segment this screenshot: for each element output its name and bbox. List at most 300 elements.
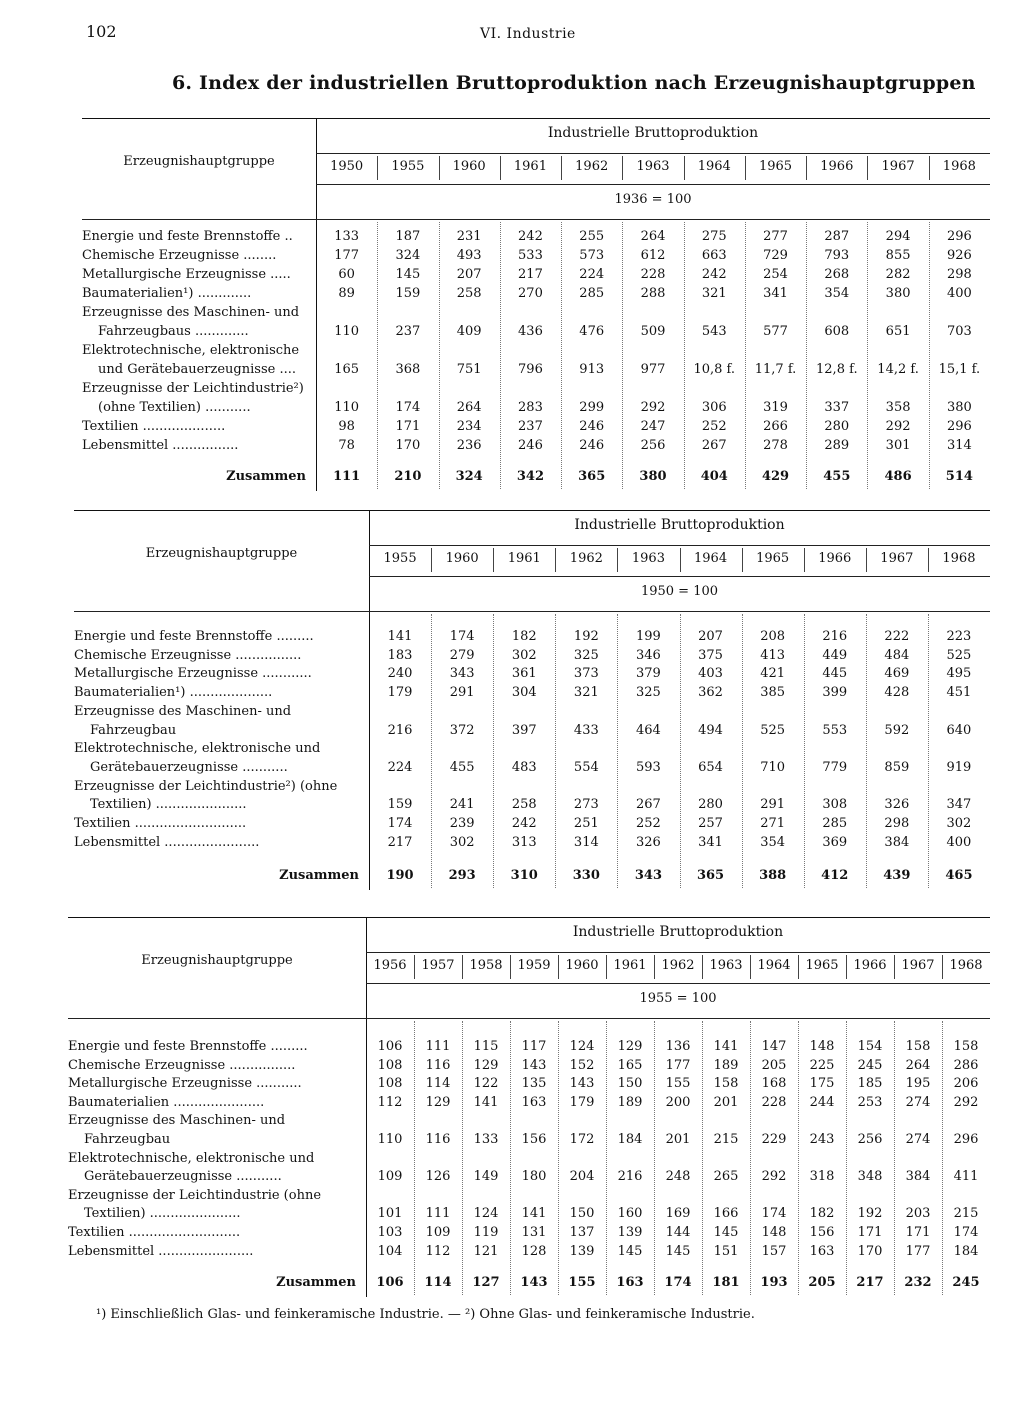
table-cell: 318: [809, 1169, 835, 1185]
column-separator: [866, 614, 867, 888]
year-header: 1960: [452, 159, 486, 174]
table-cell: 354: [760, 834, 786, 850]
table-cell: 469: [884, 666, 910, 682]
table-cell: 205: [761, 1057, 787, 1073]
table-cell: 304: [511, 685, 537, 701]
table-cell: 174: [953, 1225, 979, 1240]
year-separator: [750, 955, 751, 979]
row-label: Baumaterialien¹) .............: [82, 286, 252, 301]
column-separator: [617, 614, 618, 888]
table-cell: 215: [713, 1132, 739, 1147]
table-cell: 385: [760, 685, 786, 701]
table-cell: 171: [905, 1225, 931, 1240]
table-cell: 111: [425, 1206, 451, 1222]
row-label: Baumaterialien¹) ....................: [74, 685, 273, 701]
table-cell: 977: [640, 362, 666, 377]
table-cell: 231: [456, 229, 482, 244]
table-cell: 292: [885, 419, 911, 434]
table-cell: 285: [579, 286, 605, 301]
row-label: Elektrotechnische, elektronische: [82, 343, 300, 358]
column-separator: [680, 614, 681, 888]
column-separator: [929, 222, 930, 489]
table-cell: 237: [395, 324, 421, 339]
year-header: 1967: [901, 958, 935, 973]
row-label: (ohne Textilien) ...........: [98, 400, 251, 415]
year-separator: [684, 156, 685, 180]
total-cell: 465: [945, 868, 973, 883]
table-cell: 264: [456, 400, 482, 415]
year-header: 1967: [881, 159, 915, 174]
table-cell: 133: [473, 1132, 499, 1147]
header-bottom-rule: [74, 611, 990, 612]
table-cell: 455: [449, 759, 475, 775]
table-cell: 577: [763, 324, 788, 339]
table-cell: 240: [387, 666, 413, 682]
page-title: 6. Index der industriellen Bruttoproduktion nach Erzeugnishauptgruppen: [172, 72, 976, 94]
table-cell: 109: [425, 1225, 451, 1240]
table-cell: 154: [857, 1039, 883, 1054]
table-cell: 180: [521, 1169, 547, 1185]
column-separator: [702, 1021, 703, 1295]
table-cell: 239: [449, 816, 475, 831]
row-label: Gerätebauerzeugnisse ...........: [84, 1169, 282, 1185]
total-label: Zusammen: [226, 469, 306, 484]
table-cell: 296: [946, 229, 972, 244]
table-cell: 289: [824, 438, 850, 453]
year-separator: [377, 156, 378, 180]
table-cell: 256: [640, 438, 666, 453]
table-cell: 302: [946, 816, 972, 831]
table-cell: 268: [824, 267, 850, 282]
column-separator: [414, 1021, 415, 1295]
group-rule: [369, 545, 990, 546]
row-label: Metallurgische Erzeugnisse .....: [82, 267, 291, 282]
table-cell: 169: [665, 1206, 691, 1222]
row-label: Erzeugnisse der Leichtindustrie (ohne: [68, 1187, 322, 1203]
table-cell: 277: [763, 229, 788, 244]
year-header: 1962: [661, 958, 695, 973]
year-header: 1963: [636, 159, 670, 174]
table-cell: 592: [884, 722, 910, 738]
base-year-label: 1950 = 100: [640, 584, 719, 599]
total-cell: 174: [664, 1275, 692, 1290]
table-cell: 131: [521, 1225, 547, 1240]
table-cell: 428: [884, 685, 910, 701]
column-separator: [750, 1021, 751, 1295]
table-cell: 779: [822, 759, 848, 775]
total-cell: 193: [760, 1275, 788, 1290]
table-cell: 222: [884, 629, 910, 644]
table-cell: 60: [338, 267, 355, 282]
table-cell: 182: [809, 1206, 835, 1222]
table-cell: 264: [905, 1057, 931, 1073]
total-cell: 429: [761, 469, 790, 484]
table-cell: 265: [713, 1169, 739, 1185]
year-header: 1965: [805, 958, 839, 973]
table-cell: 543: [701, 324, 727, 339]
table-cell: 640: [946, 722, 972, 738]
table-cell: 116: [425, 1132, 451, 1147]
year-separator: [622, 156, 623, 180]
year-separator: [555, 548, 556, 572]
table-cell: 217: [387, 834, 413, 850]
table-cell: 124: [569, 1039, 595, 1054]
table-cell: 287: [824, 229, 850, 244]
table-cell: 160: [617, 1206, 643, 1222]
row-label: Chemische Erzeugnisse ................: [74, 647, 302, 663]
table-cell: 271: [760, 816, 786, 831]
year-separator: [414, 955, 415, 979]
table-cell: 354: [824, 286, 850, 301]
table-cell: 326: [636, 834, 661, 850]
column-separator: [622, 222, 623, 489]
table-cell: 796: [518, 362, 543, 377]
table-cell: 321: [701, 286, 727, 301]
table-cell: 372: [449, 722, 475, 738]
year-separator: [804, 548, 805, 572]
table-cell: 302: [511, 647, 537, 663]
table-cell: 509: [640, 324, 666, 339]
table-cell: 207: [698, 629, 723, 644]
table-cell: 117: [521, 1039, 547, 1054]
column-separator: [462, 1021, 463, 1295]
table-cell: 267: [701, 438, 727, 453]
table-cell: 273: [573, 797, 599, 813]
year-separator: [745, 156, 746, 180]
table-cell: 294: [885, 229, 911, 244]
table-cell: 168: [761, 1076, 787, 1092]
table-cell: 165: [334, 362, 360, 377]
table-cell: 308: [822, 797, 848, 813]
table-cell: 215: [953, 1206, 979, 1222]
row-label: Erzeugnisse des Maschinen- und: [74, 703, 292, 719]
row-label: Textilien ...........................: [68, 1225, 241, 1240]
table-cell: 170: [857, 1243, 883, 1259]
table-cell: 314: [573, 834, 599, 850]
table-cell: 150: [617, 1076, 643, 1092]
table-cell: 15,1 f.: [938, 362, 981, 377]
column-separator: [431, 614, 432, 888]
table-cell: 593: [636, 759, 661, 775]
year-separator: [929, 156, 930, 180]
row-label: Lebensmittel ................: [82, 438, 239, 453]
table-cell: 183: [387, 647, 413, 663]
year-separator: [702, 955, 703, 979]
year-rule: [366, 983, 990, 984]
table-cell: 325: [573, 647, 599, 663]
table-cell: 280: [824, 419, 850, 434]
table-top-rule: [74, 510, 990, 511]
table-cell: 129: [617, 1039, 643, 1054]
footnote: ¹) Einschließlich Glas- und feinkeramische Industrie. — ²) Ohne Glas- und feinkeramische Industrie.: [96, 1307, 755, 1322]
table-cell: 256: [857, 1132, 883, 1147]
table-cell: 400: [946, 834, 972, 850]
table-cell: 155: [665, 1076, 691, 1092]
table-cell: 729: [763, 248, 788, 263]
table-cell: 275: [701, 229, 727, 244]
year-header: 1961: [513, 159, 547, 174]
table-cell: 433: [573, 722, 599, 738]
year-header: 1962: [569, 551, 603, 566]
table-cell: 145: [665, 1243, 691, 1259]
table-cell: 573: [579, 248, 605, 263]
table-cell: 139: [617, 1225, 643, 1240]
year-separator: [680, 548, 681, 572]
table-cell: 409: [456, 324, 482, 339]
year-header: 1968: [949, 958, 983, 973]
table-cell: 133: [334, 229, 360, 244]
table-cell: 11,7 f.: [754, 362, 797, 377]
table-cell: 464: [636, 722, 661, 738]
table-cell: 266: [763, 419, 788, 434]
table-cell: 121: [473, 1243, 499, 1259]
row-label: Elektrotechnische, elektronische und: [74, 741, 321, 757]
year-header: 1957: [421, 958, 455, 973]
table-cell: 855: [885, 248, 911, 263]
table-cell: 553: [822, 722, 848, 738]
table-cell: 247: [640, 419, 666, 434]
column-separator: [798, 1021, 799, 1295]
table-cell: 114: [425, 1076, 451, 1092]
running-head: VI. Industrie: [480, 26, 576, 42]
table-cell: 101: [377, 1206, 403, 1222]
table-cell: 128: [521, 1243, 547, 1259]
table-cell: 171: [395, 419, 421, 434]
total-cell: 365: [578, 469, 606, 484]
table-cell: 108: [377, 1076, 403, 1092]
total-cell: 388: [759, 868, 787, 883]
year-separator: [500, 156, 501, 180]
table-cell: 143: [569, 1076, 595, 1092]
total-cell: 342: [516, 469, 545, 484]
table-cell: 201: [713, 1094, 739, 1110]
table-cell: 245: [857, 1057, 883, 1073]
total-cell: 163: [616, 1275, 644, 1290]
table-cell: 326: [884, 797, 910, 813]
total-cell: 486: [884, 469, 912, 484]
row-label: Erzeugnisse der Leichtindustrie²) (ohne: [74, 778, 338, 794]
table-cell: 283: [518, 400, 543, 415]
table-cell: 793: [824, 248, 850, 263]
table-cell: 217: [518, 267, 543, 282]
table-cell: 179: [569, 1094, 595, 1110]
column-separator: [942, 1021, 943, 1295]
table-cell: 163: [809, 1243, 835, 1259]
table-cell: 228: [761, 1094, 787, 1110]
table-cell: 278: [763, 438, 788, 453]
table-cell: 135: [521, 1076, 547, 1092]
total-cell: 217: [856, 1275, 884, 1290]
year-separator: [617, 548, 618, 572]
table-cell: 343: [449, 666, 475, 682]
table-cell: 612: [640, 248, 666, 263]
table-cell: 122: [473, 1076, 499, 1092]
table-cell: 299: [579, 400, 605, 415]
year-header: 1960: [565, 958, 599, 973]
total-cell: 232: [904, 1275, 932, 1290]
table-cell: 347: [946, 797, 972, 813]
table-cell: 380: [885, 286, 911, 301]
table-cell: 298: [946, 267, 972, 282]
table-cell: 252: [636, 816, 661, 831]
total-cell: 455: [823, 469, 851, 484]
table-cell: 292: [953, 1094, 979, 1110]
table-cell: 380: [946, 400, 972, 415]
row-label: Metallurgische Erzeugnisse ............: [74, 666, 312, 682]
table-cell: 216: [387, 722, 413, 738]
base-year-label: 1936 = 100: [614, 192, 692, 207]
year-header: 1962: [575, 159, 609, 174]
table-cell: 710: [760, 759, 786, 775]
row-label: Erzeugnisse des Maschinen- und: [82, 305, 300, 320]
row-header: Erzeugnishauptgruppe: [145, 546, 298, 561]
table-cell: 251: [573, 816, 599, 831]
year-separator: [942, 955, 943, 979]
column-separator: [806, 222, 807, 489]
header-bottom-rule: [68, 1018, 990, 1019]
table-cell: 248: [665, 1169, 691, 1185]
column-separator: [510, 1021, 511, 1295]
table-cell: 494: [698, 722, 723, 738]
table-cell: 252: [701, 419, 727, 434]
year-separator: [510, 955, 511, 979]
table-cell: 110: [377, 1132, 403, 1147]
table-cell: 199: [636, 629, 661, 644]
table-cell: 375: [698, 647, 723, 663]
table-cell: 321: [573, 685, 599, 701]
row-label: Erzeugnisse des Maschinen- und: [68, 1113, 286, 1129]
table-cell: 302: [449, 834, 475, 850]
column-separator: [493, 614, 494, 888]
table-cell: 143: [521, 1057, 547, 1073]
total-cell: 210: [394, 469, 422, 484]
total-cell: 380: [639, 469, 667, 484]
table-cell: 913: [579, 362, 605, 377]
table-cell: 270: [518, 286, 543, 301]
table-cell: 337: [824, 400, 850, 415]
year-separator: [431, 548, 432, 572]
table-cell: 236: [456, 438, 482, 453]
table-cell: 267: [636, 797, 661, 813]
table-cell: 246: [579, 438, 605, 453]
table-cell: 348: [857, 1169, 883, 1185]
year-header: 1958: [469, 958, 503, 973]
table-cell: 274: [905, 1132, 931, 1147]
table-cell: 137: [569, 1225, 595, 1240]
table-cell: 145: [713, 1225, 739, 1240]
column-separator: [654, 1021, 655, 1295]
table-cell: 109: [377, 1169, 403, 1185]
year-header: 1966: [853, 958, 887, 973]
group-rule: [366, 952, 990, 953]
total-cell: 127: [472, 1275, 500, 1290]
table-cell: 147: [761, 1039, 787, 1054]
group-header: Industrielle Bruttoproduktion: [547, 125, 759, 141]
table-cell: 224: [387, 759, 413, 775]
row-label: Textilien) ......................: [84, 1206, 241, 1222]
table-cell: 292: [640, 400, 666, 415]
table-cell: 484: [884, 647, 910, 663]
table-cell: 280: [698, 797, 723, 813]
table-cell: 288: [640, 286, 666, 301]
table-cell: 195: [905, 1076, 931, 1092]
table-cell: 136: [665, 1039, 691, 1054]
table-cell: 296: [946, 419, 972, 434]
table-cell: 237: [518, 419, 543, 434]
table-cell: 174: [449, 629, 475, 644]
year-separator: [846, 955, 847, 979]
table-cell: 223: [946, 629, 972, 644]
table-cell: 279: [449, 647, 475, 663]
year-separator: [606, 955, 607, 979]
year-header: 1956: [373, 958, 407, 973]
table-cell: 141: [473, 1094, 499, 1110]
table-cell: 859: [884, 759, 910, 775]
year-separator: [493, 548, 494, 572]
table-cell: 313: [511, 834, 537, 850]
table-cell: 384: [884, 834, 910, 850]
row-label: Energie und feste Brennstoffe ..: [82, 229, 293, 244]
table-cell: 148: [809, 1039, 835, 1054]
table-cell: 244: [809, 1094, 835, 1110]
column-separator: [928, 614, 929, 888]
table-cell: 254: [763, 267, 788, 282]
column-separator: [606, 1021, 607, 1295]
column-separator: [742, 614, 743, 888]
table-cell: 200: [665, 1094, 691, 1110]
year-separator: [894, 955, 895, 979]
table-cell: 476: [579, 324, 605, 339]
table-cell: 111: [425, 1039, 451, 1054]
table-cell: 525: [946, 647, 972, 663]
table-cell: 298: [884, 816, 910, 831]
row-label: Energie und feste Brennstoffe .........: [68, 1039, 308, 1054]
table-cell: 257: [698, 816, 723, 831]
year-header: 1961: [507, 551, 541, 566]
column-separator: [867, 222, 868, 489]
table-cell: 116: [425, 1057, 451, 1073]
year-header: 1959: [517, 958, 551, 973]
total-cell: 514: [945, 469, 973, 484]
header-bottom-rule: [82, 219, 990, 220]
table-cell: 291: [449, 685, 475, 701]
table-cell: 242: [518, 229, 543, 244]
column-separator: [804, 614, 805, 888]
table-cell: 926: [946, 248, 972, 263]
table-cell: 187: [395, 229, 421, 244]
row-label: Lebensmittel .......................: [68, 1243, 254, 1259]
row-header: Erzeugnishauptgruppe: [141, 953, 293, 968]
column-separator: [894, 1021, 895, 1295]
table-cell: 110: [334, 400, 360, 415]
table-cell: 229: [761, 1132, 787, 1147]
table-cell: 274: [905, 1094, 931, 1110]
row-label: Fahrzeugbaus .............: [98, 324, 249, 339]
row-label: Metallurgische Erzeugnisse ...........: [68, 1076, 302, 1092]
total-label: Zusammen: [276, 1275, 356, 1290]
column-separator: [561, 222, 562, 489]
table-cell: 384: [905, 1169, 931, 1185]
column-separator: [745, 222, 746, 489]
table-cell: 400: [946, 286, 972, 301]
group-rule: [316, 153, 990, 154]
year-separator: [798, 955, 799, 979]
row-label: Chemische Erzeugnisse ........: [82, 248, 277, 263]
table-top-rule: [82, 118, 990, 119]
table-cell: 411: [953, 1169, 979, 1185]
year-separator: [439, 156, 440, 180]
table-cell: 207: [456, 267, 482, 282]
